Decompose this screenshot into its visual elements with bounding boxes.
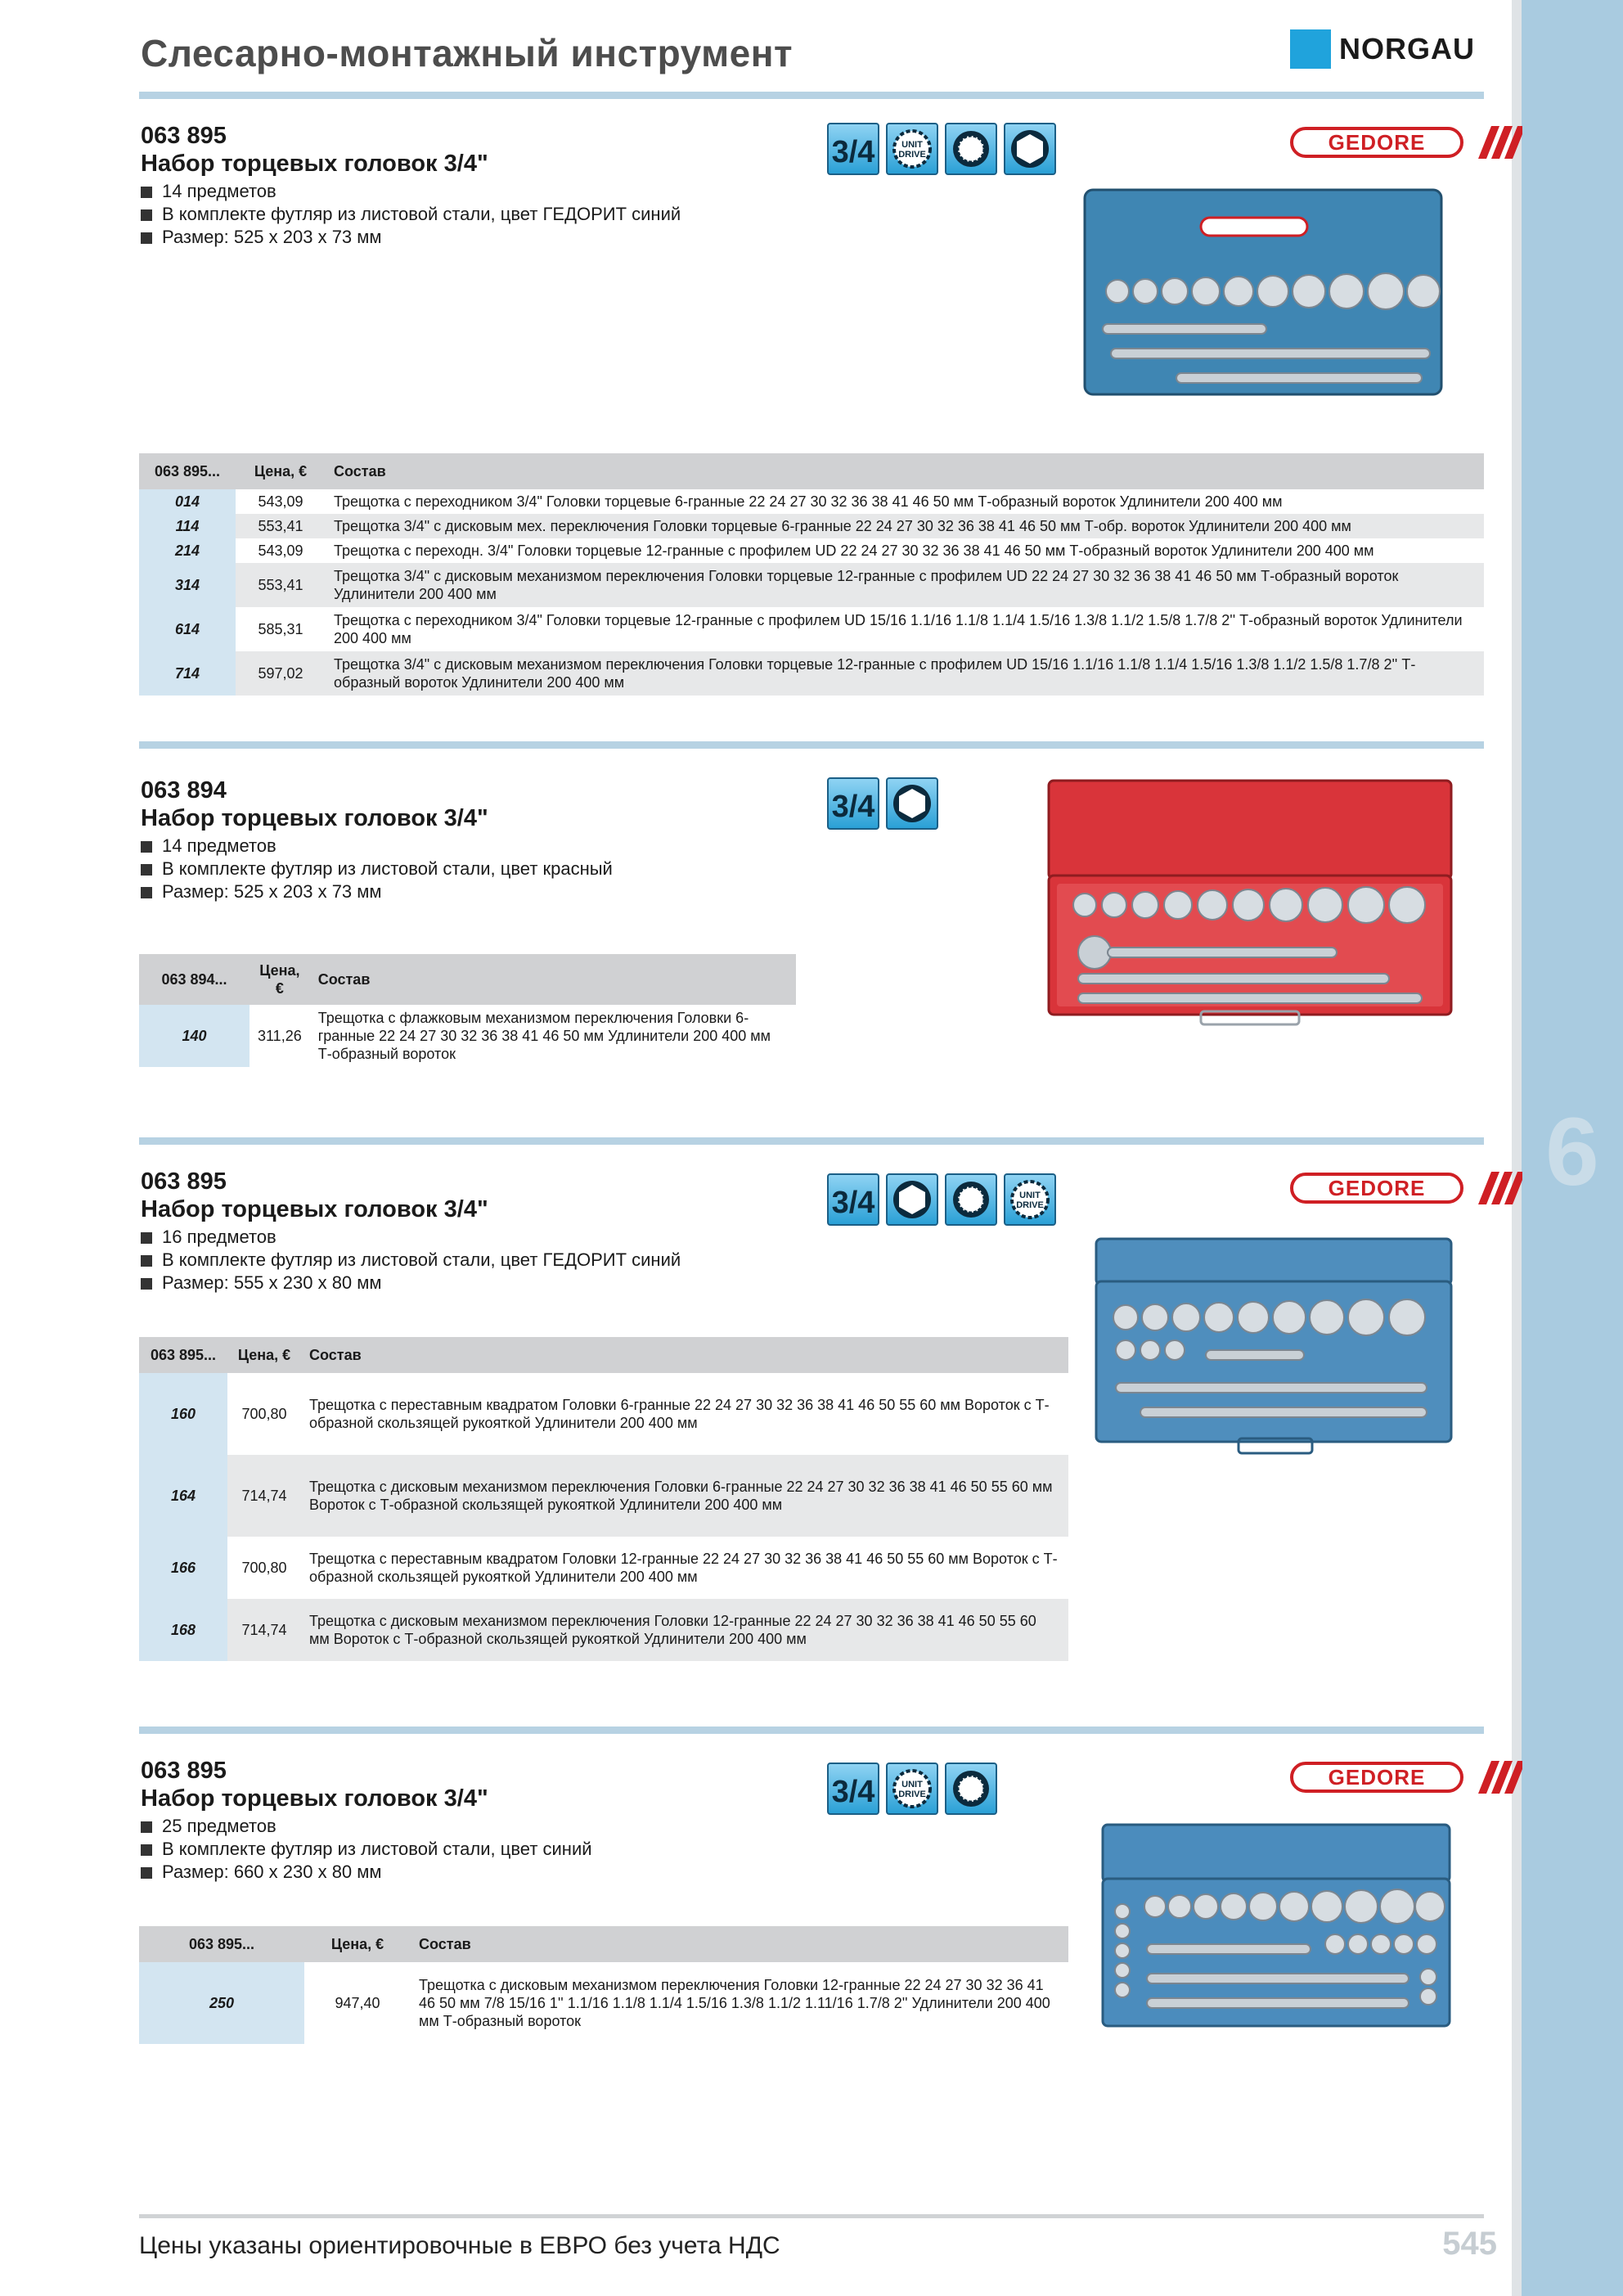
drive-3-4-icon <box>827 1173 879 1226</box>
price-cell: 597,02 <box>236 651 326 696</box>
table-row <box>139 489 1484 514</box>
table-row <box>139 1962 1068 2044</box>
product-table <box>139 954 796 1067</box>
gedore-logo-text: GEDORE <box>1290 1762 1463 1793</box>
drive-3-4-icon <box>827 1763 879 1815</box>
product-photo <box>1078 185 1450 406</box>
feature-icons <box>827 1173 1063 1226</box>
price-cell: 311,26 <box>258 1028 302 1044</box>
unit-drive-icon <box>1004 1173 1056 1226</box>
column-header: 063 894... <box>139 954 250 1005</box>
article-number: 140 <box>139 1005 250 1067</box>
feature-item: В комплекте футляр из листовой стали, цвет ГЕДОРИТ синий <box>141 203 681 226</box>
product-code: 063 895 <box>141 1758 227 1784</box>
svg-text:DRIVE: DRIVE <box>898 150 926 160</box>
composition-cell: Трещотка с переходником 3/4" Головки торцевые 6-гранные 22 24 27 30 32 36 38 41 46 50 мм Т-образный вороток Удлинители 200 400 мм <box>334 493 1283 510</box>
product-photo <box>1091 1236 1456 1456</box>
title-rule <box>139 92 1484 99</box>
twelve-point-icon <box>945 123 997 175</box>
composition-cell: Трещотка с переходн. 3/4" Головки торцевые 12-гранные с профилем UD 22 24 27 30 32 36 38 41 46 50 мм Т-образный вороток Удлинители 200 400 мм <box>334 542 1374 559</box>
gedore-logo <box>1290 1172 1522 1204</box>
column-header: 063 895... <box>139 453 236 489</box>
column-header: Состав <box>310 954 796 1005</box>
product-table <box>139 1926 1068 2044</box>
column-header: 063 895... <box>139 1337 227 1373</box>
feature-item: Размер: 660 x 230 x 80 мм <box>141 1861 592 1884</box>
svg-text:DRIVE: DRIVE <box>898 1790 926 1799</box>
column-header: Цена, € <box>227 1337 301 1373</box>
column-header: Цена, € <box>250 954 310 1005</box>
unit-drive-icon <box>886 123 938 175</box>
article-number: 168 <box>139 1599 227 1661</box>
section-rule <box>139 741 1484 749</box>
gedore-stripes-icon <box>1470 126 1522 159</box>
table-row <box>139 563 1484 607</box>
gedore-stripes-icon <box>1470 1761 1522 1794</box>
table-row <box>139 1537 1068 1599</box>
svg-text:UNIT: UNIT <box>901 1780 923 1790</box>
twelve-point-icon <box>945 1173 997 1226</box>
feature-item: 16 предметов <box>141 1226 681 1249</box>
price-cell: 947,40 <box>335 1995 380 2011</box>
column-header: Цена, € <box>236 453 326 489</box>
feature-item: 14 предметов <box>141 835 613 858</box>
svg-text:DRIVE: DRIVE <box>1016 1200 1044 1210</box>
article-number: 166 <box>139 1537 227 1599</box>
price-cell: 714,74 <box>227 1599 301 1661</box>
norgau-logo <box>1290 29 1475 69</box>
feature-list <box>141 180 681 249</box>
composition-cell: Трещотка с переходником 3/4" Головки торцевые 12-гранные с профилем UD 15/16 1.1/16 1.1/8 1.1/4 1.5/16 1.3/8 1.1/2 1.5/8 1.7/8 2'' Т-образный вороток Удлинители 200 400 мм <box>334 612 1463 646</box>
table-row <box>139 1599 1068 1661</box>
product-table <box>139 1337 1068 1661</box>
feature-item: Размер: 555 x 230 x 80 мм <box>141 1272 681 1294</box>
footer-rule <box>139 2214 1484 2218</box>
feature-item: В комплекте футляр из листовой стали, цвет ГЕДОРИТ синий <box>141 1249 681 1272</box>
svg-text:3/4: 3/4 <box>831 135 875 169</box>
chapter-number: 6 <box>1545 1098 1599 1206</box>
feature-icons <box>827 1763 1004 1815</box>
table-row <box>139 651 1484 696</box>
price-disclaimer: Цены указаны ориентировочные в ЕВРО без учета НДС <box>139 2232 780 2259</box>
product-photo <box>1098 1821 1454 2034</box>
gedore-logo-text: GEDORE <box>1290 1173 1463 1204</box>
composition-cell: Трещотка с дисковым механизмом переключения Головки 12-гранные 22 24 27 30 32 36 38 41 46 50 55 60 мм Вороток с Т-образной скользящей рукояткой Удлинители 200 400 мм <box>301 1599 1068 1661</box>
feature-item: 25 предметов <box>141 1815 592 1838</box>
composition-cell: Трещотка с флажковым механизмом переключения Головки 6-гранные 22 24 27 30 32 36 38 41 46 50 мм Удлинители 200 400 мм Т-образный вороток <box>317 1010 771 1062</box>
composition-cell: Трещотка 3/4" с дисковым мех. переключения Головки торцевые 6-гранные 22 24 27 30 32 36 38 41 46 50 мм Т-обр. вороток Удлинители 200 400 мм <box>326 514 1484 538</box>
article-number: 714 <box>139 651 236 696</box>
price-cell: 553,41 <box>236 514 326 538</box>
article-number: 214 <box>139 538 236 563</box>
composition-cell: Трещотка 3/4" с дисковым механизмом переключения Головки торцевые 12-гранные с профилем UD 22 24 27 30 32 36 38 41 46 50 мм Т-образный вороток Удлинители 200 400 мм <box>326 563 1484 607</box>
feature-list <box>141 1226 681 1294</box>
brand-name: NORGAU <box>1339 32 1475 65</box>
price-cell: 700,80 <box>241 1406 287 1422</box>
column-header: 063 895... <box>139 1926 304 1962</box>
svg-text:3/4: 3/4 <box>831 1775 875 1809</box>
article-number: 314 <box>139 563 236 607</box>
section-rule <box>139 1137 1484 1145</box>
twelve-point-icon <box>945 1763 997 1815</box>
product-photo <box>1045 774 1454 1028</box>
table-row <box>139 514 1484 538</box>
price-cell: 585,31 <box>258 621 303 637</box>
hex-icon <box>1004 123 1056 175</box>
product-code: 063 895 <box>141 1168 227 1195</box>
page-number: 545 <box>1442 2226 1497 2262</box>
feature-icons <box>827 777 945 830</box>
price-cell: 700,80 <box>241 1560 287 1576</box>
drive-3-4-icon <box>827 777 879 830</box>
svg-text:3/4: 3/4 <box>831 790 875 824</box>
feature-list <box>141 1815 592 1884</box>
drive-3-4-icon <box>827 123 879 175</box>
svg-text:UNIT: UNIT <box>901 140 923 150</box>
feature-item: Размер: 525 x 203 x 73 мм <box>141 880 613 903</box>
gedore-logo <box>1290 1761 1522 1794</box>
article-number: 014 <box>139 489 236 514</box>
column-header: Состав <box>301 1337 1068 1373</box>
gedore-logo-text: GEDORE <box>1290 127 1463 158</box>
composition-cell: Трещотка 3/4" с дисковым механизмом переключения Головки торцевые 12-гранные с профилем UD 15/16 1.1/16 1.1/8 1.1/4 1.5/16 1.3/8 1.1/2 1.5/8 1.7/8 2'' Т-образный вороток Удлинители 200 400 мм <box>326 651 1484 696</box>
product-table <box>139 453 1484 696</box>
logo-square-icon <box>1290 29 1331 69</box>
product-code: 063 895 <box>141 123 227 149</box>
gedore-logo <box>1290 126 1522 159</box>
page-title: Слесарно-монтажный инструмент <box>141 32 794 74</box>
table-row <box>139 538 1484 563</box>
section-rule <box>139 1727 1484 1734</box>
product-name: Набор торцевых головок 3/4" <box>141 1196 488 1222</box>
product-code: 063 894 <box>141 777 227 804</box>
price-cell: 553,41 <box>236 563 326 607</box>
feature-item: В комплекте футляр из листовой стали, цвет синий <box>141 1838 592 1861</box>
table-row <box>139 1373 1068 1455</box>
column-header: Состав <box>326 453 1484 489</box>
article-number: 614 <box>139 607 236 651</box>
composition-cell: Трещотка с дисковым механизмом переключения Головки 6-гранные 22 24 27 30 32 36 38 41 46 50 55 60 мм Вороток с Т-образной скользящей рукояткой Удлинители 200 400 мм <box>301 1455 1068 1537</box>
unit-drive-icon <box>886 1763 938 1815</box>
feature-icons <box>827 123 1063 175</box>
gedore-stripes-icon <box>1470 1172 1522 1204</box>
article-number: 114 <box>139 514 236 538</box>
composition-cell: Трещотка с переставным квадратом Головки 6-гранные 22 24 27 30 32 36 38 41 46 50 55 60 мм Вороток с Т-образной скользящей рукояткой Удлинители 200 400 мм <box>309 1397 1050 1431</box>
composition-cell: Трещотка с дисковым механизмом переключения Головки 12-гранные 22 24 27 30 32 36 41 46 50 мм 7/8 15/16 1'' 1.1/16 1.1/8 1.1/4 1.5/16 1.3/8 1.1/2 1.11/16 1.7/8 2'' Удлинители 200 400 мм Т-образный вороток <box>419 1977 1050 2029</box>
price-cell: 543,09 <box>258 493 303 510</box>
svg-text:3/4: 3/4 <box>831 1186 875 1220</box>
hex-icon <box>886 777 938 830</box>
article-number: 160 <box>139 1373 227 1455</box>
article-number: 250 <box>139 1962 304 2044</box>
price-cell: 714,74 <box>227 1455 301 1537</box>
table-row <box>139 1005 796 1067</box>
composition-cell: Трещотка с переставным квадратом Головки 12-гранные 22 24 27 30 32 36 38 41 46 50 55 60 мм Вороток с Т-образной скользящей рукояткой Удлинители 200 400 мм <box>309 1551 1058 1585</box>
product-name: Набор торцевых головок 3/4" <box>141 151 488 177</box>
svg-text:UNIT: UNIT <box>1019 1191 1041 1200</box>
table-row <box>139 607 1484 651</box>
price-cell: 543,09 <box>258 542 303 559</box>
feature-item: Размер: 525 x 203 x 73 мм <box>141 226 681 249</box>
column-header: Цена, € <box>304 1926 411 1962</box>
column-header: Состав <box>411 1926 1068 1962</box>
product-name: Набор торцевых головок 3/4" <box>141 805 488 831</box>
feature-list <box>141 835 613 903</box>
feature-item: В комплекте футляр из листовой стали, цвет красный <box>141 858 613 880</box>
feature-item: 14 предметов <box>141 180 681 203</box>
table-row <box>139 1455 1068 1537</box>
product-name: Набор торцевых головок 3/4" <box>141 1785 488 1812</box>
hex-icon <box>886 1173 938 1226</box>
article-number: 164 <box>139 1455 227 1537</box>
